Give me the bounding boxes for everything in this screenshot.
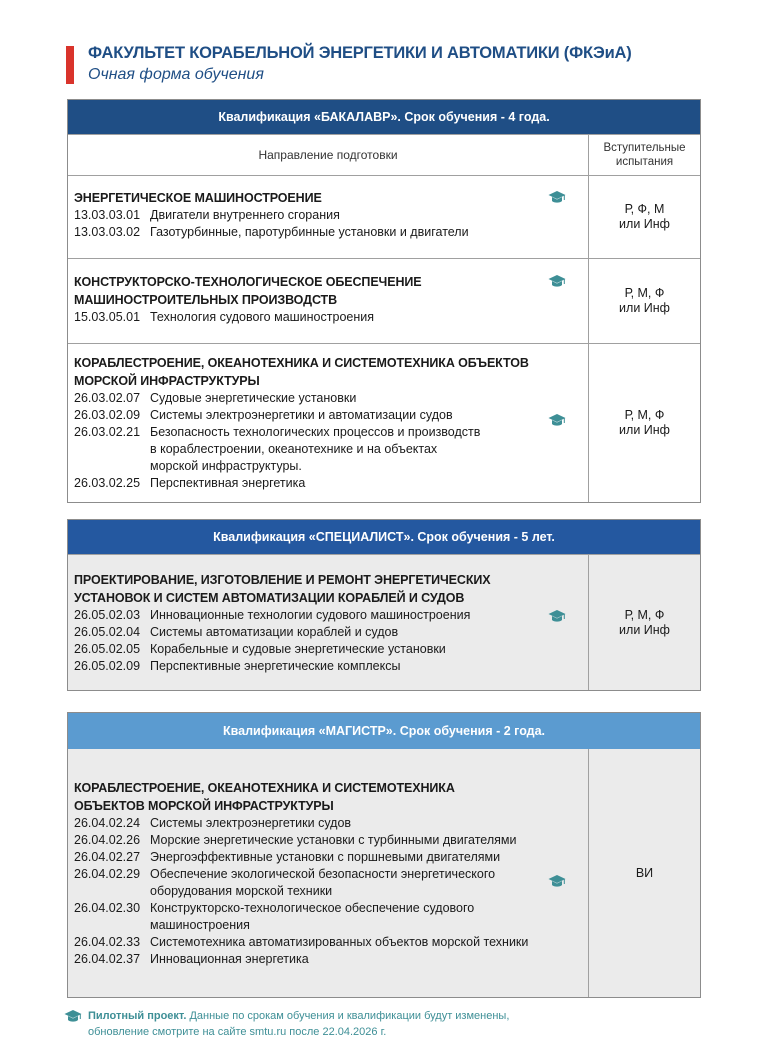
program-name: Судовые энергетические установки xyxy=(150,391,357,405)
program-row xyxy=(74,424,582,475)
program-group xyxy=(68,554,700,690)
note-label: Пилотный проект. xyxy=(88,1010,187,1022)
graduation-cap-icon xyxy=(548,874,566,888)
program-code: 26.04.02.30 xyxy=(74,901,141,915)
graduation-cap-icon xyxy=(64,1009,82,1023)
pilot-project-note xyxy=(64,1008,564,1040)
program-name: Конструкторско-технологическое обеспечение судового машиностроения xyxy=(150,901,475,932)
program-row xyxy=(74,641,582,658)
exam-subjects: ВИ xyxy=(635,866,654,880)
specialist-table xyxy=(67,519,701,691)
program-code: 26.05.02.05 xyxy=(74,642,141,656)
exam-alternative: или Инф xyxy=(619,217,670,231)
program-name: Корабельные и судовые энергетические установки xyxy=(150,642,446,656)
exam-subjects: Р, М, Ф xyxy=(624,286,665,300)
program-row xyxy=(74,815,582,832)
exam-cell xyxy=(589,555,700,690)
program-name: Системы автоматизации кораблей и судов xyxy=(150,625,399,639)
exam-cell xyxy=(589,749,700,997)
exam-subjects: Р, М, Ф xyxy=(624,408,665,422)
program-row xyxy=(74,951,582,968)
group-title: КОНСТРУКТОРСКО-ТЕХНОЛОГИЧЕСКОЕ ОБЕСПЕЧЕНИЕ МАШИНОСТРОИТЕЛЬНЫХ ПРОИЗВОДСТВ xyxy=(74,275,422,307)
graduation-cap-icon xyxy=(548,190,566,204)
program-name: Системы электроэнергетики судов xyxy=(150,816,352,830)
exam-subjects: Р, М, Ф xyxy=(624,607,665,622)
program-row xyxy=(74,934,582,951)
program-row xyxy=(74,407,582,424)
program-name: Инновационные технологии судового машиностроения xyxy=(150,608,471,622)
specialist-header: Квалификация «СПЕЦИАЛИСТ». Срок обучения - 5 лет. xyxy=(68,520,700,554)
program-code: 26.04.02.33 xyxy=(74,935,141,949)
program-group xyxy=(68,749,700,997)
program-row xyxy=(74,224,582,241)
program-row xyxy=(74,607,582,624)
group-title: КОРАБЛЕСТРОЕНИЕ, ОКЕАНОТЕХНИКА И СИСТЕМОТЕХНИКА xyxy=(74,781,455,795)
program-group xyxy=(68,258,700,343)
program-code: 26.03.02.21 xyxy=(74,425,141,439)
bachelor-table xyxy=(67,99,701,503)
group-title: ЭНЕРГЕТИЧЕСКОЕ МАШИНОСТРОЕНИЕ xyxy=(74,191,322,205)
column-header-row xyxy=(68,134,700,175)
group-title: КОРАБЛЕСТРОЕНИЕ, ОКЕАНОТЕХНИКА И СИСТЕМОТЕХНИКА ОБЪЕКТОВ МОРСКОЙ ИНФРАСТРУКТУРЫ xyxy=(74,356,529,388)
group-title: ПРОЕКТИРОВАНИЕ, ИЗГОТОВЛЕНИЕ И РЕМОНТ ЭНЕРГЕТИЧЕСКИХ УСТАНОВОК И СИСТЕМ АВТОМАТИЗАЦИИ КОРАБЛЕЙ И СУДОВ xyxy=(74,573,491,605)
program-name: Безопасность технологических процессов и производств в кораблестроении, океанотехнике и на объектах морской инфраструктуры. xyxy=(150,425,481,473)
program-row xyxy=(74,658,582,675)
page-subtitle: Очная форма обучения xyxy=(88,66,264,83)
program-code: 26.05.02.09 xyxy=(74,659,141,673)
exam-alternative: или Инф xyxy=(619,301,670,315)
program-code: 13.03.03.01 xyxy=(74,208,141,222)
group-title: ОБЪЕКТОВ МОРСКОЙ ИНФРАСТРУКТУРЫ xyxy=(74,799,334,813)
program-code: 26.04.02.26 xyxy=(74,833,141,847)
program-row xyxy=(74,390,582,407)
col-exams: Вступительные испытания xyxy=(603,142,686,168)
program-name: Морские энергетические установки с турбинными двигателями xyxy=(150,833,517,847)
program-group xyxy=(68,175,700,258)
accent-bar xyxy=(66,46,74,84)
program-row xyxy=(74,866,582,900)
bachelor-header: Квалификация «БАКАЛАВР». Срок обучения - 4 года. xyxy=(68,100,700,134)
exam-alternative: или Инф xyxy=(619,622,670,637)
exam-cell xyxy=(589,344,700,502)
program-row xyxy=(74,849,582,866)
program-group xyxy=(68,343,700,502)
exam-alternative: или Инф xyxy=(619,423,670,437)
note-text: Данные по срокам обучения и квалификации будут изменены, обновление смотрите на сайте smtu.ru после 22.04.2026 г. xyxy=(88,1010,510,1038)
program-row xyxy=(74,624,582,641)
program-name: Системы электроэнергетики и автоматизации судов xyxy=(150,408,453,422)
exam-subjects: Р, Ф, М xyxy=(624,202,665,216)
program-name: Перспективные энергетические комплексы xyxy=(150,659,401,673)
program-row xyxy=(74,832,582,849)
program-row xyxy=(74,309,582,326)
program-code: 26.03.02.07 xyxy=(74,391,141,405)
program-name: Технология судового машиностроения xyxy=(150,310,374,324)
exam-cell xyxy=(589,259,700,343)
master-header: Квалификация «МАГИСТР». Срок обучения - 2 года. xyxy=(68,713,700,749)
program-code: 26.05.02.04 xyxy=(74,625,141,639)
program-row xyxy=(74,900,582,934)
program-name: Системотехника автоматизированных объектов морской техники xyxy=(150,935,529,949)
program-name: Двигатели внутреннего сгорания xyxy=(150,208,340,222)
program-row xyxy=(74,475,582,492)
program-code: 26.05.02.03 xyxy=(74,608,141,622)
program-code: 15.03.05.01 xyxy=(74,310,141,324)
master-table xyxy=(67,712,701,998)
program-name: Перспективная энергетика xyxy=(150,476,306,490)
program-code: 13.03.03.02 xyxy=(74,225,141,239)
page-title: ФАКУЛЬТЕТ КОРАБЕЛЬНОЙ ЭНЕРГЕТИКИ И АВТОМАТИКИ (ФКЭиА) xyxy=(88,44,632,62)
program-name: Энергоэффективные установки с поршневыми двигателями xyxy=(150,850,501,864)
program-name: Газотурбинные, паротурбинные установки и двигатели xyxy=(150,225,469,239)
program-code: 26.03.02.25 xyxy=(74,476,141,490)
exam-cell xyxy=(589,176,700,258)
program-code: 26.04.02.29 xyxy=(74,867,141,881)
program-code: 26.03.02.09 xyxy=(74,408,141,422)
col-direction: Направление подготовки xyxy=(68,135,589,175)
program-code: 26.04.02.24 xyxy=(74,816,141,830)
graduation-cap-icon xyxy=(548,274,566,288)
graduation-cap-icon xyxy=(548,413,566,427)
graduation-cap-icon xyxy=(548,609,566,623)
program-name: Обеспечение экологической безопасности энергетического оборудования морской техники xyxy=(150,867,496,898)
program-code: 26.04.02.27 xyxy=(74,850,141,864)
program-name: Инновационная энергетика xyxy=(150,952,309,966)
program-row xyxy=(74,207,582,224)
program-code: 26.04.02.37 xyxy=(74,952,141,966)
